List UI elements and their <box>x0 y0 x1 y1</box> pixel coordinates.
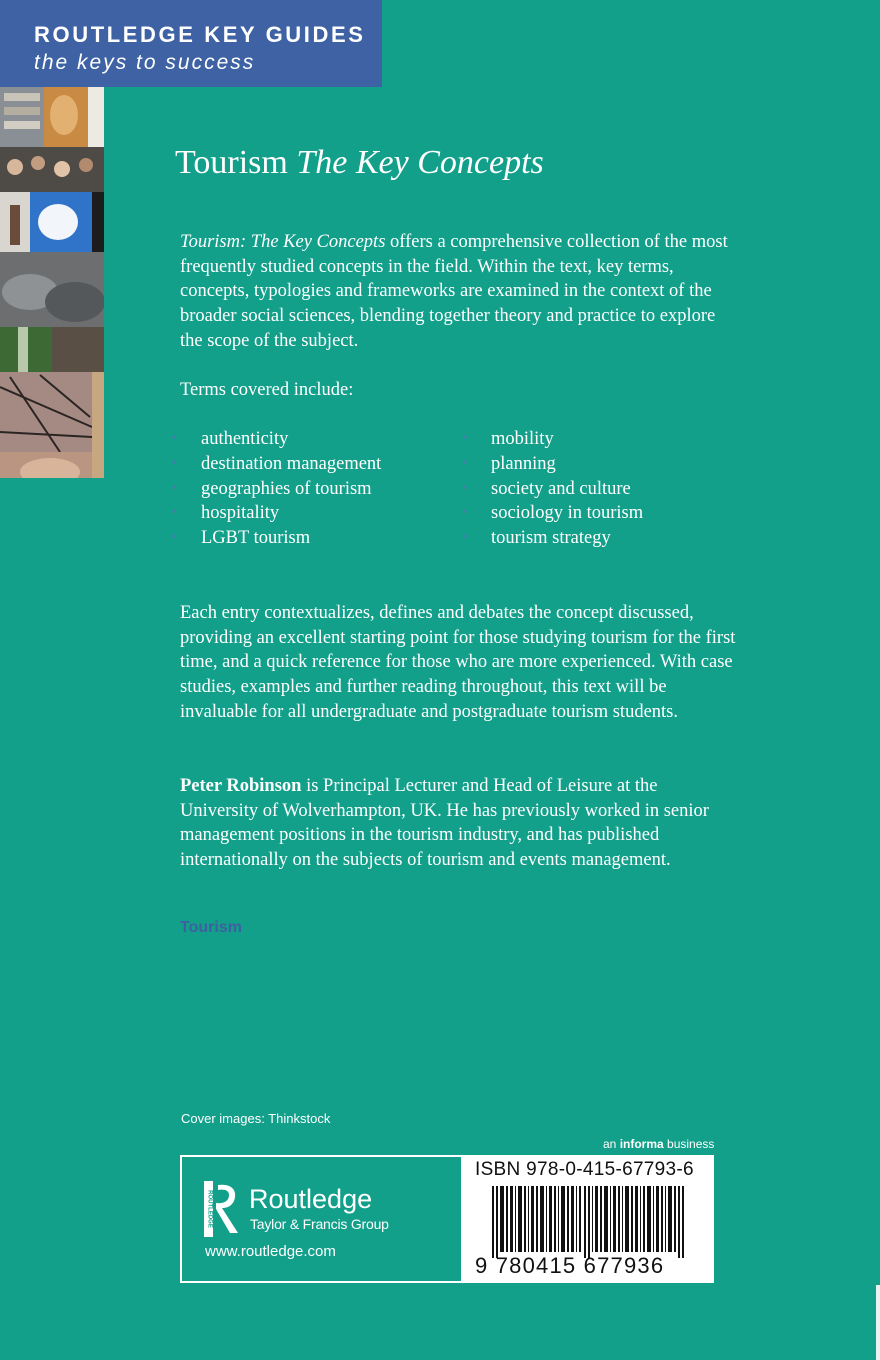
isbn-label: ISBN 978-0-415-67793-6 <box>475 1159 694 1180</box>
term-item: • authenticity <box>172 427 462 452</box>
publisher-group: Taylor & Francis Group <box>250 1216 389 1232</box>
term-item: • mobility <box>462 427 643 452</box>
publisher-box <box>180 1155 461 1283</box>
intro-text: offers a comprehensive collection of the most frequently studied concepts in the field. Within the text, key terms, concepts, typologies and frameworks are examined in the context of the broader social sciences, blending together theory and practice to explore the scope of the subject. <box>180 232 728 351</box>
term-item: • tourism strategy <box>462 526 643 551</box>
routledge-logo-icon <box>204 1181 242 1237</box>
terms-list <box>172 427 732 551</box>
bullet-icon: • <box>172 455 177 471</box>
barcode-bars <box>492 1186 684 1258</box>
bullet-icon: • <box>172 530 177 546</box>
term-item: • LGBT tourism <box>172 526 462 551</box>
bullet-icon: • <box>462 455 467 471</box>
term-item: • sociology in tourism <box>462 501 643 526</box>
series-tagline: the keys to success <box>34 51 256 74</box>
author-paragraph <box>180 774 740 873</box>
publisher-url[interactable]: www.routledge.com <box>205 1243 336 1260</box>
bullet-icon: • <box>462 431 467 446</box>
term-item: • destination management <box>172 452 462 477</box>
informa-business-line: an informa business <box>603 1137 715 1151</box>
informa-brand: informa <box>619 1137 664 1151</box>
term-item: • hospitality <box>172 501 462 526</box>
barcode-box <box>461 1155 714 1283</box>
book-title-main: Tourism <box>175 144 288 181</box>
author-name: Peter Robinson <box>180 776 302 796</box>
term-item: • planning <box>462 452 643 477</box>
series-banner <box>0 0 382 87</box>
bullet-icon: • <box>172 431 177 446</box>
ean-digits: 9 780415 677936 <box>475 1253 665 1278</box>
author-bio: is Principal Lecturer and Head of Leisure at the University of Wolverhampton, UK. He has previously worked in senior management positions in the tourism industry, and has published internationally on the subjects of tourism and events management. <box>180 776 709 871</box>
bullet-icon: • <box>172 480 177 496</box>
bullet-icon: • <box>462 480 467 496</box>
terms-column-left <box>172 427 462 551</box>
intro-paragraph <box>180 230 740 354</box>
terms-heading: Terms covered include: <box>180 380 354 400</box>
terms-column-right <box>462 427 643 551</box>
intro-book-title: Tourism: The Key Concepts <box>180 232 386 252</box>
book-title <box>175 140 544 186</box>
cover-photo-collage <box>0 87 104 478</box>
page-edge <box>876 1285 880 1360</box>
cover-credits: Cover images: Thinkstock <box>181 1111 331 1126</box>
routledge-logo-text: ROUTLEDGE <box>206 1190 213 1228</box>
term-item: • society and culture <box>462 477 643 502</box>
series-title: ROUTLEDGE KEY GUIDES <box>34 22 366 47</box>
bullet-icon: • <box>462 505 467 521</box>
bullet-icon: • <box>172 505 177 521</box>
summary-paragraph: Each entry contextualizes, defines and debates the concept discussed, providing an excellent starting point for those studying tourism for the first time, and a quick reference for those who are more experienced. With case studies, examples and further reading throughout, this text will be invaluable for all undergraduate and postgraduate tourism students. <box>180 603 736 722</box>
subject-category: Tourism <box>180 919 242 936</box>
term-item: • geographies of tourism <box>172 477 462 502</box>
bullet-icon: • <box>462 530 467 546</box>
book-title-subtitle: The Key Concepts <box>296 144 544 181</box>
publisher-name: Routledge <box>249 1184 373 1214</box>
